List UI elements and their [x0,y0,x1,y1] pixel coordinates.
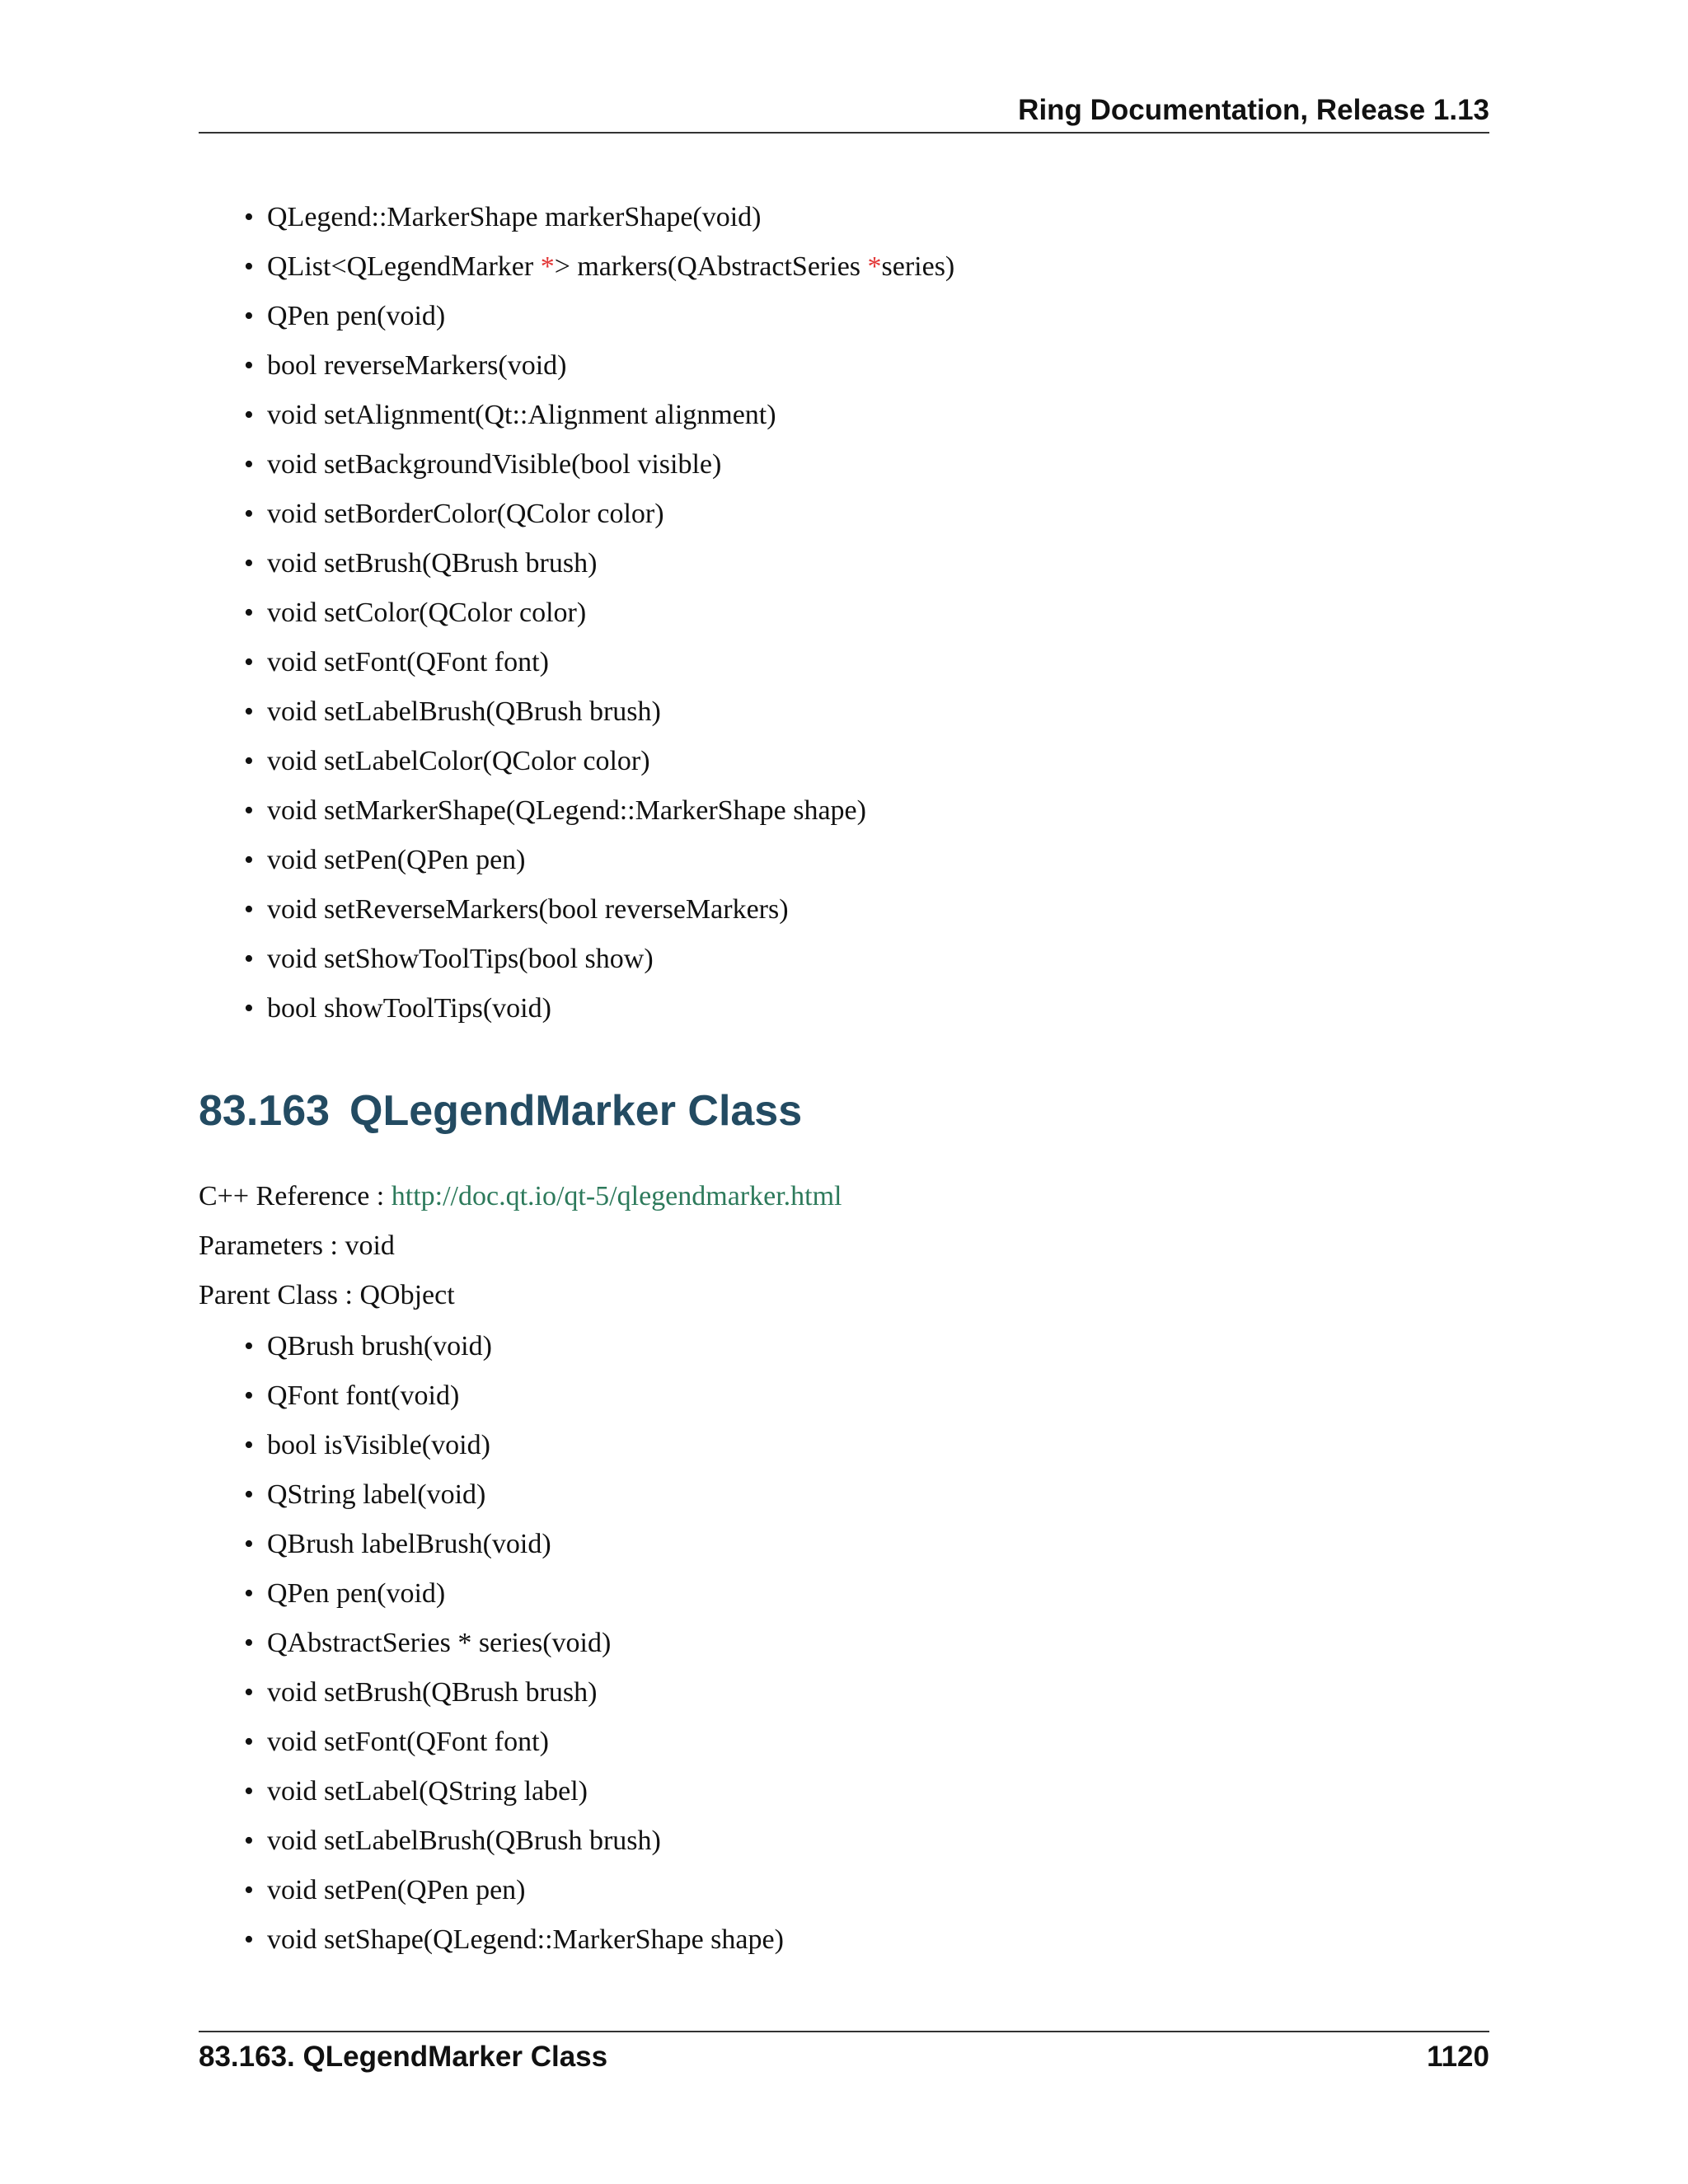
list-item [244,1816,784,1866]
method-signature: QString label(void) [267,1479,486,1510]
method-signature: QPen pen(void) [267,1578,446,1609]
cpp-reference-line [199,1177,842,1216]
list-item [244,440,954,490]
pointer-star: * [540,251,555,282]
bullet-icon: • [244,1430,254,1460]
bullet-icon: • [244,795,254,826]
footer-section: 83.163. QLegendMarker Class [199,2041,608,2073]
list-item [244,1718,784,1767]
bullet-icon: • [244,1776,254,1807]
method-signature: void setMarkerShape(QLegend::MarkerShape shape) [267,795,866,826]
list-item [244,935,954,984]
method-list-qlegendmarker [244,1322,784,1965]
bullet-icon: • [244,647,254,677]
bullet-icon: • [244,1380,254,1411]
list-item [244,242,954,292]
bullet-icon: • [244,1578,254,1609]
method-signature: void setFont(QFont font) [267,647,549,677]
list-item [244,341,954,391]
method-signature: void setPen(QPen pen) [267,845,526,875]
bullet-icon: • [244,301,254,331]
method-signature: QPen pen(void) [267,301,446,331]
list-item [244,1520,784,1569]
method-signature: void setFont(QFont font) [267,1727,549,1757]
bullet-icon: • [244,1628,254,1658]
list-item [244,1767,784,1816]
list-item [244,588,954,638]
method-signature: void setShape(QLegend::MarkerShape shape) [267,1924,784,1955]
bullet-icon: • [244,400,254,430]
bullet-icon: • [244,1875,254,1905]
bullet-icon: • [244,696,254,727]
document-title: Ring Documentation, Release 1.13 [1018,94,1489,126]
bullet-icon: • [244,1677,254,1708]
method-signature: void setLabelBrush(QBrush brush) [267,1825,661,1856]
list-item [244,737,954,786]
method-signature: bool showToolTips(void) [267,993,551,1024]
method-signature: void setPen(QPen pen) [267,1875,526,1905]
cpp-reference-link[interactable]: http://doc.qt.io/qt-5/qlegendmarker.html [391,1181,842,1212]
method-signature: void setColor(QColor color) [267,598,587,628]
bullet-icon: • [244,746,254,776]
list-item [244,539,954,588]
method-signature: QFont font(void) [267,1380,460,1411]
section-number: 83.163 [199,1087,331,1135]
method-signature: void setAlignment(Qt::Alignment alignment) [267,400,776,430]
method-list-qlegend [244,193,954,1033]
method-signature-part: series) [881,251,955,282]
method-signature: void setShowToolTips(bool show) [267,944,654,974]
bullet-icon: • [244,845,254,875]
parent-class-line: Parent Class : QObject [199,1280,455,1310]
list-item [244,1619,784,1668]
bullet-icon: • [244,894,254,925]
method-signature: QAbstractSeries * series(void) [267,1628,612,1658]
list-item [244,638,954,687]
list-item [244,391,954,440]
list-item [244,490,954,539]
bullet-icon: • [244,1825,254,1856]
list-item [244,1668,784,1718]
bullet-icon: • [244,944,254,974]
list-item [244,1866,784,1915]
section-title-text: QLegendMarker Class [349,1087,803,1135]
list-item [244,1371,784,1421]
method-signature: QBrush brush(void) [267,1331,492,1361]
bullet-icon: • [244,598,254,628]
bullet-icon: • [244,1727,254,1757]
bullet-icon: • [244,548,254,579]
method-signature: bool isVisible(void) [267,1430,490,1460]
page-number: 1120 [1427,2041,1489,2073]
method-signature: bool reverseMarkers(void) [267,350,567,381]
method-signature: void setBorderColor(QColor color) [267,499,664,529]
page-header [199,89,1489,134]
list-item [244,1421,784,1470]
bullet-icon: • [244,350,254,381]
bullet-icon: • [244,202,254,232]
method-signature: QList<QLegendMarker [267,251,541,282]
section-heading [199,1086,802,1136]
list-item [244,984,954,1033]
bullet-icon: • [244,1529,254,1559]
bullet-icon: • [244,993,254,1024]
bullet-icon: • [244,499,254,529]
list-item [244,836,954,885]
page-footer [199,2031,1489,2082]
bullet-icon: • [244,251,254,282]
bullet-icon: • [244,1479,254,1510]
list-item [244,885,954,935]
list-item [244,1569,784,1619]
pointer-star: * [867,251,882,282]
list-item [244,1915,784,1965]
method-signature: void setBackgroundVisible(bool visible) [267,449,722,480]
list-item [244,292,954,341]
method-signature: void setBrush(QBrush brush) [267,548,598,579]
method-signature: void setBrush(QBrush brush) [267,1677,598,1708]
bullet-icon: • [244,449,254,480]
list-item [244,687,954,737]
list-item [244,193,954,242]
list-item [244,786,954,836]
method-signature: void setLabelColor(QColor color) [267,746,650,776]
cpp-reference-label: C++ Reference : [199,1181,392,1212]
method-signature: void setReverseMarkers(bool reverseMarkers) [267,894,789,925]
method-signature: QLegend::MarkerShape markerShape(void) [267,202,762,232]
method-signature: void setLabelBrush(QBrush brush) [267,696,661,727]
bullet-icon: • [244,1331,254,1361]
list-item [244,1322,784,1371]
method-signature-part: > markers(QAbstractSeries [554,251,868,282]
method-signature: void setLabel(QString label) [267,1776,588,1807]
bullet-icon: • [244,1924,254,1955]
method-signature: QBrush labelBrush(void) [267,1529,551,1559]
list-item [244,1470,784,1520]
parameters-line: Parameters : void [199,1230,395,1261]
